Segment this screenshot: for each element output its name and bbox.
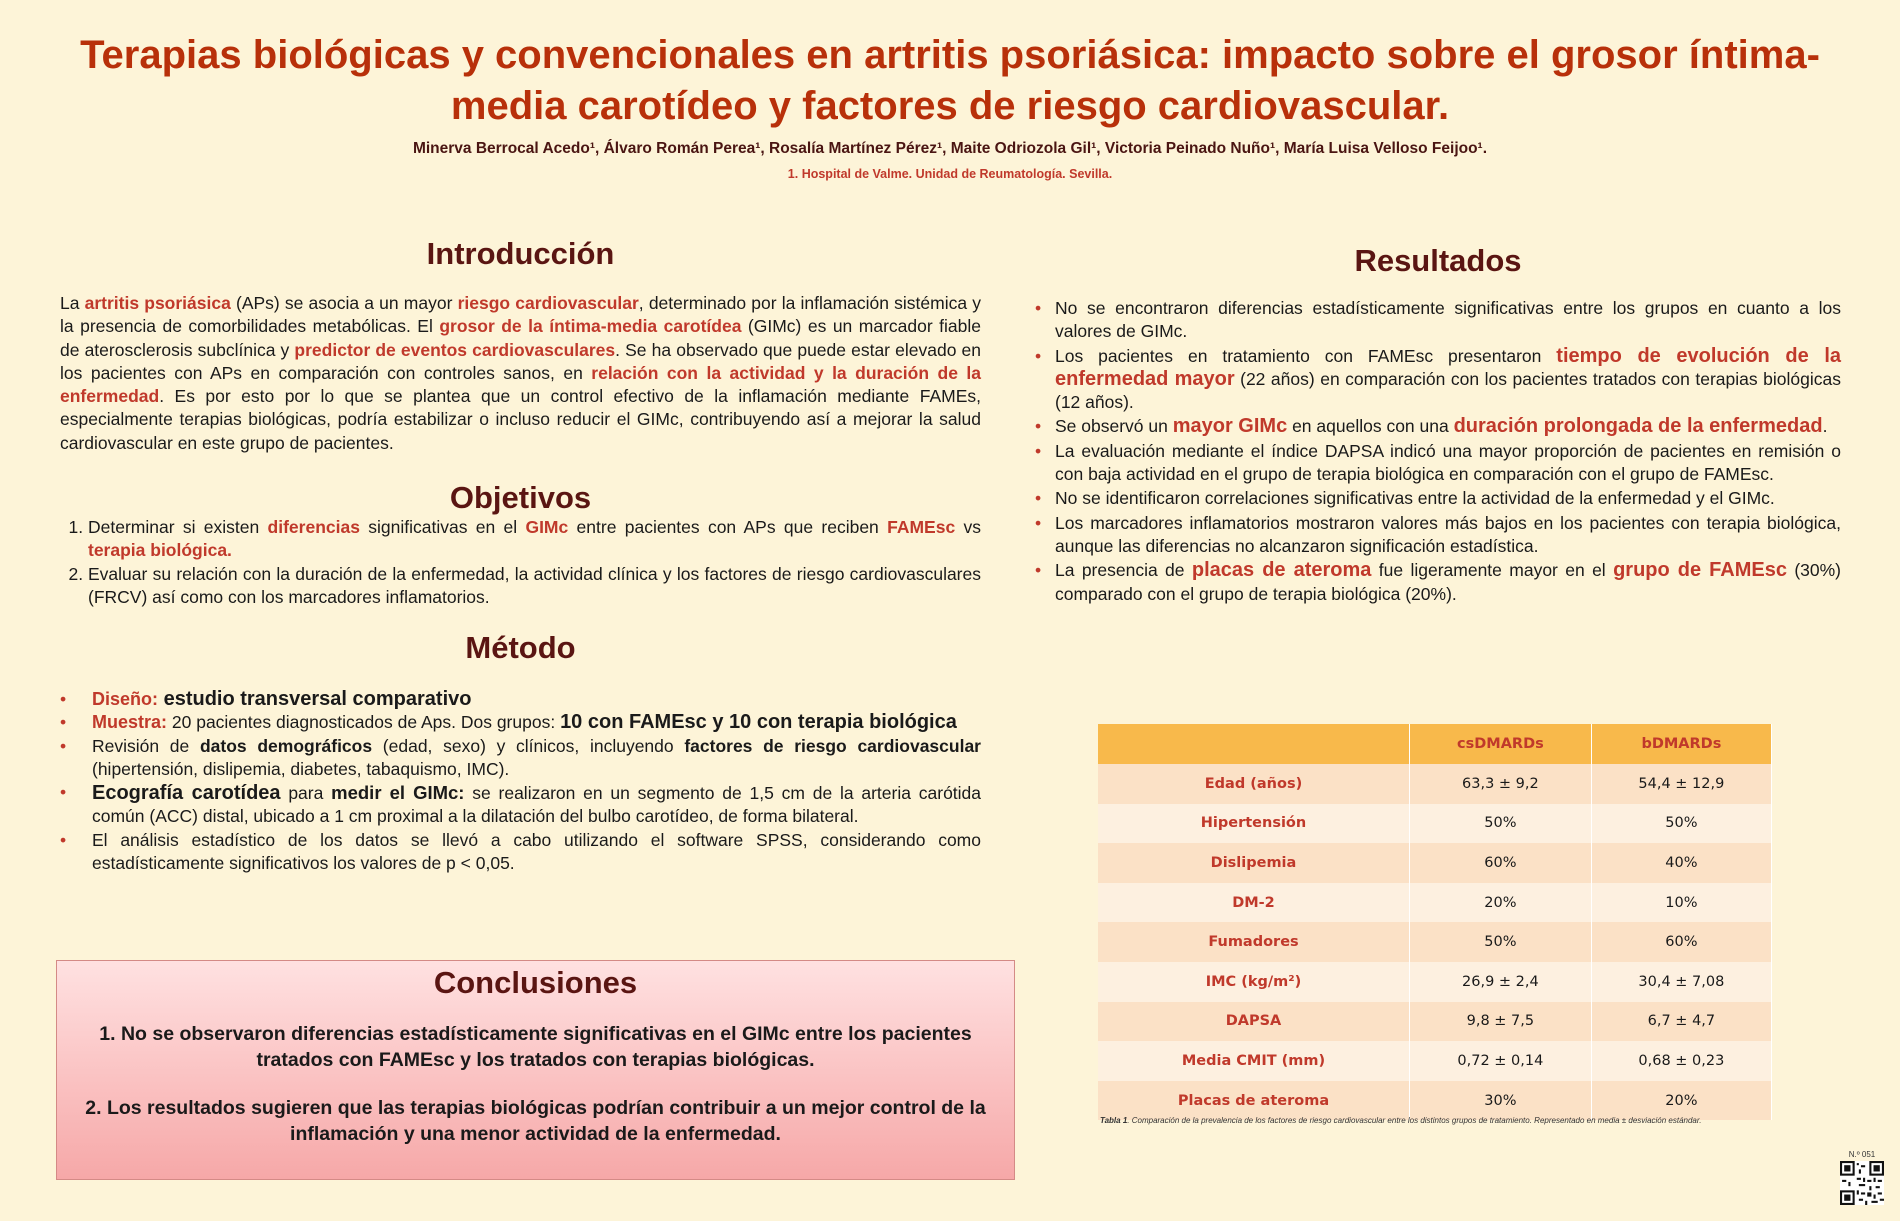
cell-csdmards: 0,72 ± 0,14 (1409, 1041, 1591, 1081)
list-item: • Muestra: 20 pacientes diagnosticados de Aps. Dos grupos: 10 con FAMEsc y 10 con terapia biológica (60, 711, 981, 734)
cell-csdmards: 9,8 ± 7,5 (1409, 1002, 1591, 1042)
resultados-section (1035, 243, 1841, 607)
objetivos-list (60, 516, 981, 609)
list-item: • Diseño: estudio transversal comparativo (60, 688, 981, 711)
cell-bdmards: 40% (1591, 843, 1771, 883)
row-label: Hipertensión (1098, 804, 1409, 844)
conclusion-2: 2. Los resultados sugieren que las terapias biológicas podrían contribuir a un mejor control de la inflamación y una menor actividad de la enfermedad. (85, 1097, 986, 1145)
column-header: csDMARDs (1409, 724, 1591, 764)
table-row (1098, 1041, 1772, 1081)
row-label: Dislipemia (1098, 843, 1409, 883)
results-table (1098, 724, 1772, 1120)
column-header (1098, 724, 1409, 764)
cell-bdmards: 54,4 ± 12,9 (1591, 764, 1771, 804)
cell-bdmards: 50% (1591, 804, 1771, 844)
conclusion-1: 1. No se observaron diferencias estadísticamente significativas en el GIMc entre los pacientes tratados con FAMEsc y los tratados con terapias biológicas. (99, 1023, 972, 1071)
authors: Minerva Berrocal Acedo¹, Álvaro Román Perea¹, Rosalía Martínez Pérez¹, Maite Odriozola Gil¹, Victoria Peinado Nuño¹, María Luisa Velloso Feijoo¹. (412, 140, 1488, 157)
row-label: Placas de ateroma (1098, 1081, 1409, 1121)
list-item: • No se identificaron correlaciones significativas entre la actividad de la enfermedad y el GIMc. (1035, 487, 1841, 510)
conclusiones-heading: Conclusiones (433, 965, 638, 1000)
intro-paragraph: La artritis psoriásica (APs) se asocia a un mayor riesgo cardiovascular, determinado por la inflamación sistémica y la presencia de comorbilidades metabólicas. El grosor de la íntima-media carotídea (GIMc) es un marcador fiable de aterosclerosis subclínica y predictor de eventos cardiovasculares. Se ha observado que puede estar elevado en los pacientes con APs en comparación con controles sanos, en relación con la actividad y la duración de la enfermedad. Es por esto por lo que se plantea que un control efectivo de la inflamación mediante FAMEs, especialmente terapias biológicas, podría estabilizar o incluso reducir el GIMc, contribuyendo así a mejorar la salud cardiovascular en este grupo de pacientes. (60, 293, 982, 453)
row-label: DM-2 (1098, 883, 1409, 923)
table-row (1098, 1002, 1772, 1042)
cell-bdmards: 60% (1591, 922, 1771, 962)
cell-bdmards: 20% (1591, 1081, 1771, 1121)
cell-csdmards: 20% (1409, 883, 1591, 923)
table-row (1098, 1081, 1772, 1121)
poster-title: Terapias biológicas y convencionales en artritis psoriásica: impacto sobre el grosor íntima-media carotídeo y factores de riesgo cardiovascular. (80, 33, 1820, 128)
metodo-section (60, 630, 981, 875)
row-label: Media CMIT (mm) (1098, 1041, 1409, 1081)
qr-code-icon (1840, 1161, 1884, 1205)
table-row (1098, 883, 1772, 923)
table-row (1098, 962, 1772, 1002)
table-row (1098, 764, 1772, 804)
list-item: • Los marcadores inflamatorios mostraron valores más bajos en los pacientes con terapia biológica, aunque las diferencias no alcanzaron significación estadística. (1035, 512, 1841, 559)
list-item: • Revisión de datos demográficos (edad, sexo) y clínicos, incluyendo factores de riesgo cardiovascular (hipertensión, dislipemia, diabetes, tabaquismo, IMC). (60, 735, 981, 782)
list-item: • Ecografía carotídea para medir el GIMc: se realizaron en un segmento de 1,5 cm de la arteria carótida común (ACC) distal, ubicado a 1 cm proximal a la dilatación del bulbo carotídeo, de forma bilateral. (60, 781, 981, 829)
metodo-list (60, 688, 981, 875)
row-label: Edad (años) (1098, 764, 1409, 804)
cell-csdmards: 63,3 ± 9,2 (1409, 764, 1591, 804)
row-label: Fumadores (1098, 922, 1409, 962)
cell-csdmards: 26,9 ± 2,4 (1409, 962, 1591, 1002)
list-item: • La presencia de placas de ateroma fue ligeramente mayor en el grupo de FAMEsc (30%) comparado con el grupo de terapia biológica (20%). (1035, 559, 1841, 606)
cell-csdmards: 50% (1409, 922, 1591, 962)
table-header-row (1098, 724, 1772, 764)
objetivos-heading: Objetivos (449, 480, 592, 515)
table-row (1098, 804, 1772, 844)
cell-bdmards: 0,68 ± 0,23 (1591, 1041, 1771, 1081)
metodo-heading: Método (465, 630, 576, 665)
column-header: bDMARDs (1591, 724, 1771, 764)
list-item: • La evaluación mediante el índice DAPSA indicó una mayor proporción de pacientes en remisión o con baja actividad en el grupo de terapia biológica en comparación con el grupo de FAMEsc. (1035, 440, 1841, 487)
affiliation: 1. Hospital de Valme. Unidad de Reumatología. Sevilla. (787, 167, 1113, 181)
list-item: 2. Evaluar su relación con la duración de la enfermedad, la actividad clínica y los factores de riesgo cardiovasculares (FRCV) así como con los marcadores inflamatorios. (88, 563, 981, 610)
poster-number: N.º 051 (1848, 1150, 1876, 1159)
table-row (1098, 922, 1772, 962)
cell-csdmards: 30% (1409, 1081, 1591, 1121)
objetivos-section (60, 480, 981, 609)
list-item: • No se encontraron diferencias estadísticamente significativas entre los grupos en cuanto a los valores de GIMc. (1035, 297, 1841, 344)
resultados-list (1035, 297, 1841, 606)
row-label: DAPSA (1098, 1002, 1409, 1042)
table-row (1098, 843, 1772, 883)
list-item: • El análisis estadístico de los datos se llevó a cabo utilizando el software SPSS, considerando como estadísticamente significativos los valores de p < 0,05. (60, 829, 981, 876)
list-item: • Los pacientes en tratamiento con FAMEsc presentaron tiempo de evolución de la enfermedad mayor (22 años) en comparación con los pacientes tratados con terapias biológicas (12 años). (1035, 345, 1841, 415)
qr-block (1838, 1150, 1886, 1210)
list-item: 1. Determinar si existen diferencias significativas en el GIMc entre pacientes con APs que reciben FAMEsc vs terapia biológica. (88, 516, 981, 563)
intro-section (60, 236, 981, 455)
intro-heading: Introducción (426, 236, 615, 271)
cell-csdmards: 50% (1409, 804, 1591, 844)
list-item: • Se observó un mayor GIMc en aquellos con una duración prolongada de la enfermedad. (1035, 415, 1841, 438)
row-label: IMC (kg/m²) (1098, 962, 1409, 1002)
conclusiones-box (56, 960, 1015, 1180)
cell-csdmards: 60% (1409, 843, 1591, 883)
table-caption: Tabla 1. Comparación de la prevalencia de los factores de riesgo cardiovascular entre los distintos grupos de tratamiento. Representado en media ± desviación estándar. (1100, 1116, 1702, 1125)
resultados-heading: Resultados (1354, 243, 1522, 278)
cell-bdmards: 30,4 ± 7,08 (1591, 962, 1771, 1002)
cell-bdmards: 10% (1591, 883, 1771, 923)
cell-bdmards: 6,7 ± 4,7 (1591, 1002, 1771, 1042)
